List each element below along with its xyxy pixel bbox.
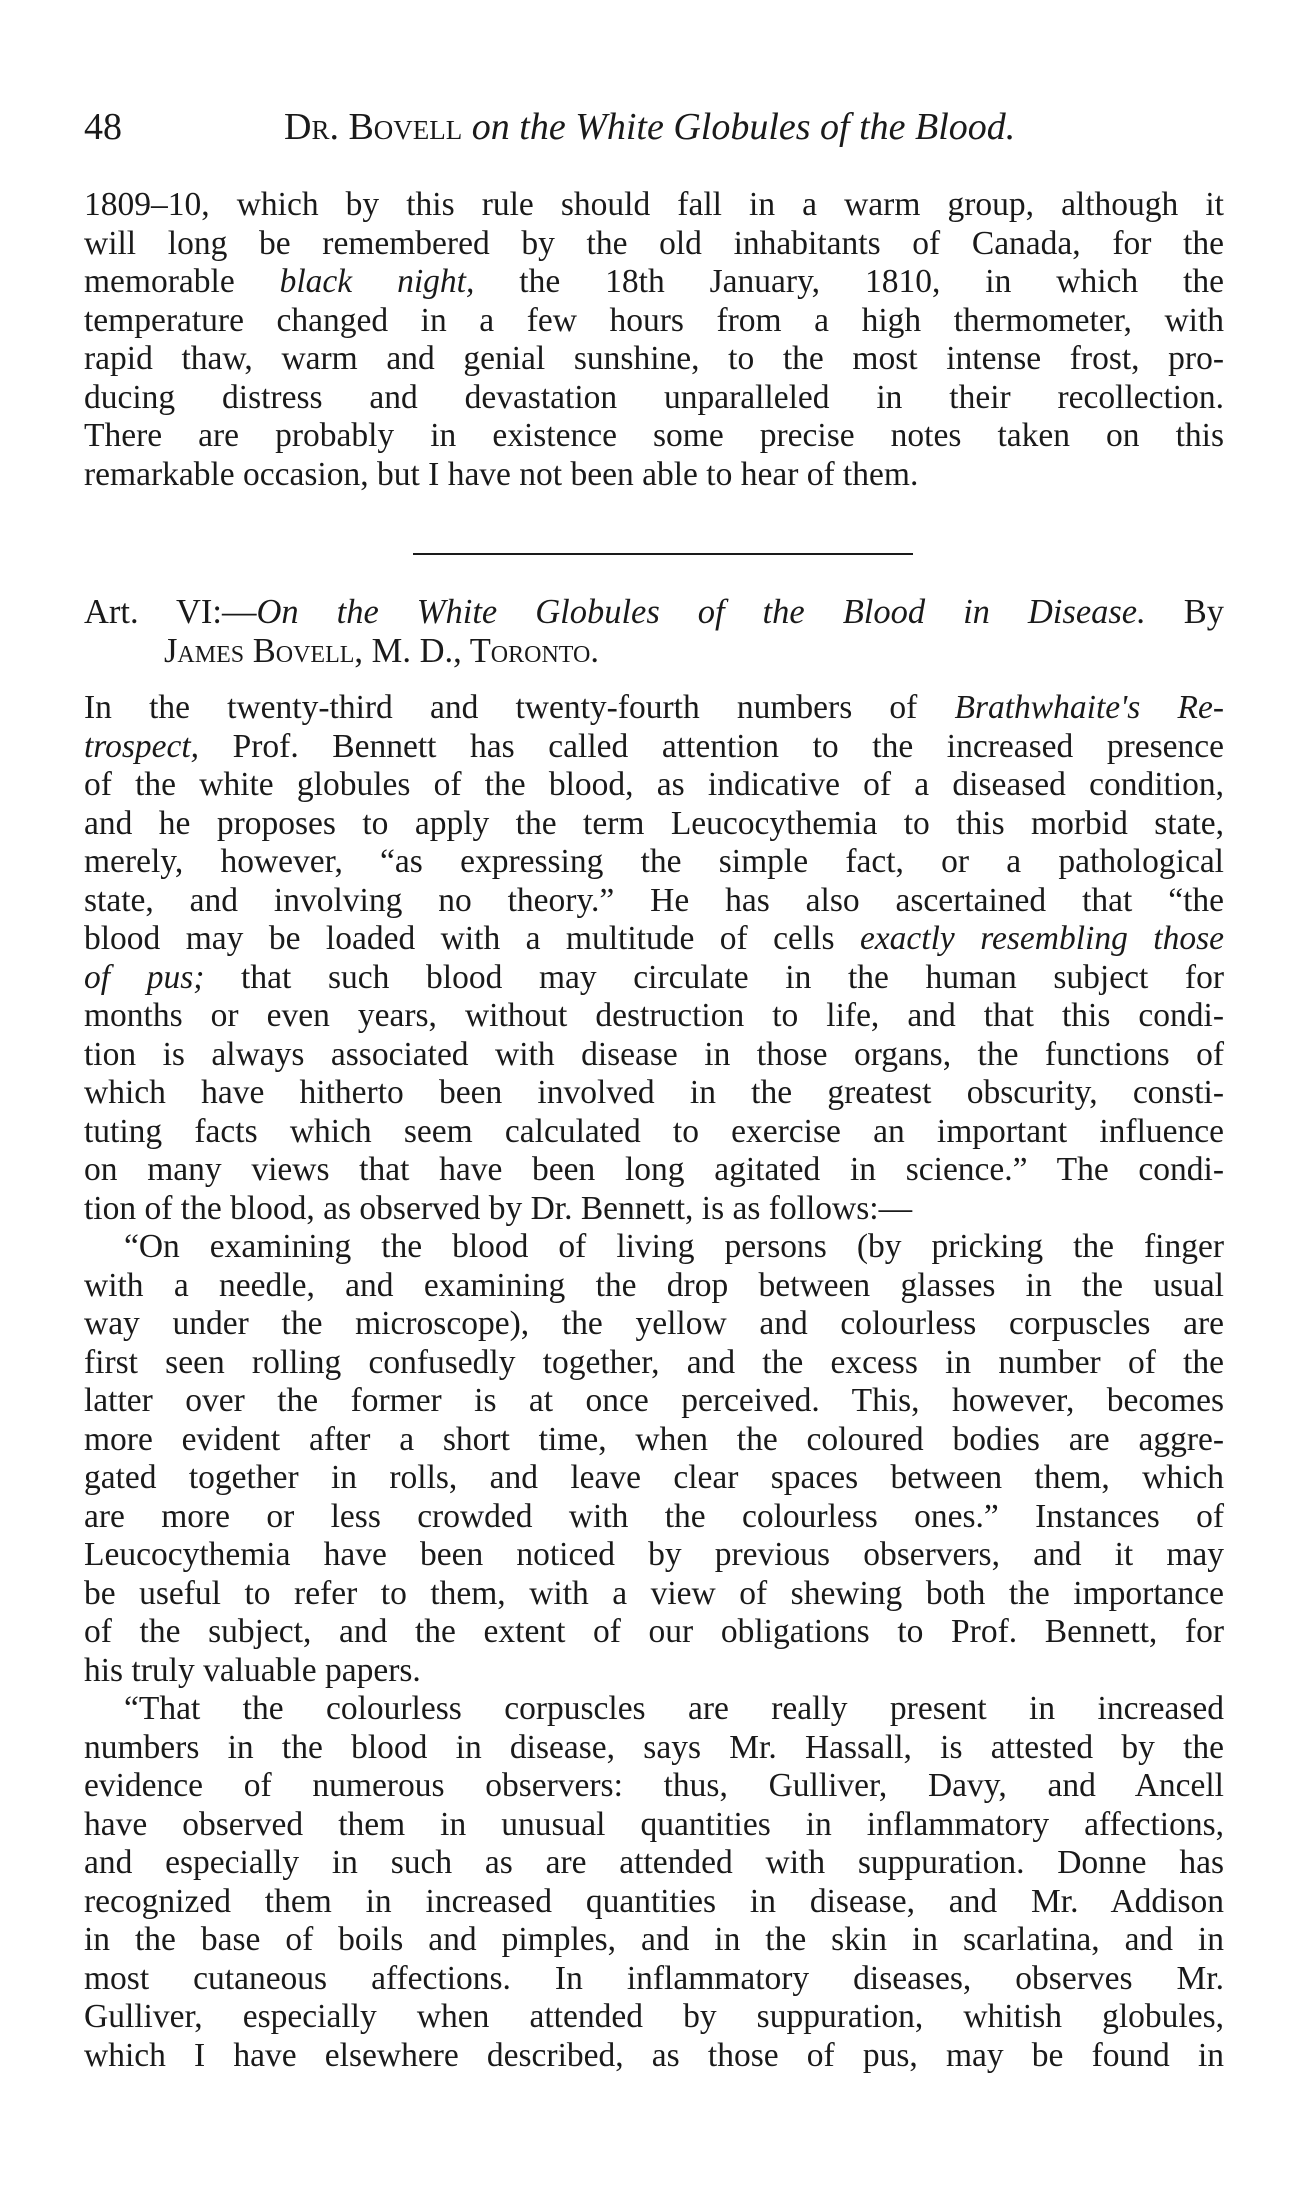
text-run: months or even years, without destruction to life, and that this condi- [84,997,1224,1034]
text-run: that such blood may circulate in the human subject for [204,958,1224,996]
italic-text-run: trospect, [84,727,200,765]
text-line [84,805,1224,844]
text-line [84,1690,1224,1729]
continued-paragraph [84,186,1224,494]
text-line [84,1883,1224,1922]
text-run: remarkable occasion, but I have not been able to hear of them. [84,455,919,493]
text-line [84,263,1224,302]
text-run: tuting facts which seem calculated to exercise an important influence [84,1112,1224,1150]
text-line [84,1806,1224,1845]
text-run: “That the colourless corpuscles are really present in increased [124,1690,1224,1727]
text-run: of the subject, and the extent of our obligations to Prof. Bennett, for [84,1613,1224,1650]
text-line [84,843,1224,882]
italic-text-run: exactly resembling those [859,920,1224,957]
article-title: On the White Globules of the Blood in Disease. [256,593,1146,631]
running-head-title: on the White Globules of the Blood. [471,106,1016,148]
text-line [84,1382,1224,1421]
article-heading [84,593,1224,670]
text-line [84,1498,1224,1537]
text-run: with a needle, and examining the drop between glasses in the usual [84,1266,1224,1304]
text-run: first seen rolling confusedly together, and the excess in number of the [84,1343,1224,1381]
text-run: Prof. Bennett has called attention to the increased presence [199,727,1224,765]
article-author: James Bovell, M. D., Toronto. [164,631,599,670]
text-line [84,1074,1224,1113]
text-run: in the base of boils and pimples, and in the skin in scarlatina, and in [84,1921,1224,1958]
text-run: the 18th January, 1810, in which the [474,263,1225,300]
text-run: ducing distress and devastation unparalleled in their recollection. [84,378,1224,416]
article-number: Art. VI:— [84,593,257,631]
text-run: blood may be loaded with a multitude of cells [84,920,860,957]
text-line [84,1190,1224,1229]
text-line [84,186,1224,225]
text-line [84,417,1224,456]
running-head-author: Dr. Bovell [284,106,463,148]
text-line [84,689,1224,728]
text-line [84,2037,1224,2076]
text-line [84,456,1224,495]
text-run: In the twenty-third and twenty-fourth numbers of [84,689,955,726]
page-number: 48 [84,106,122,148]
text-run: have observed them in unusual quantities in inflammatory affections, [84,1805,1224,1843]
text-line [84,997,1224,1036]
text-run: and he proposes to apply the term Leucocythemia to this morbid state, [84,804,1224,842]
italic-text-run: of pus; [84,958,205,996]
text-run: “On examining the blood of living persons (by pricking the finger [124,1228,1224,1265]
text-line [84,1036,1224,1075]
article-by: By [1183,593,1224,631]
text-line [84,1305,1224,1344]
text-line [84,766,1224,805]
text-line [84,1613,1224,1652]
text-run: gated together in rolls, and leave clear spaces between them, which [84,1459,1224,1496]
text-run: Leucocythemia have been noticed by previous observers, and it may [84,1536,1224,1573]
text-line [84,1421,1224,1460]
text-run: temperature changed in a few hours from a high thermometer, with [84,301,1224,339]
text-run: way under the microscope), the yellow and colourless corpuscles are [84,1305,1224,1342]
text-line [84,1767,1224,1806]
text-line [84,1228,1224,1267]
text-run: and especially in such as are attended with suppuration. Donne has [84,1844,1224,1881]
text-line [84,1652,1224,1691]
text-line [84,1267,1224,1306]
text-run: numbers in the blood in disease, says Mr. Hassall, is attested by the [84,1728,1224,1766]
page-header [84,105,1224,157]
text-run: are more or less crowded with the colourless ones.” Instances of [84,1497,1224,1535]
text-run: on many views that have been long agitated in science.” The condi- [84,1151,1224,1188]
text-line [84,1921,1224,1960]
text-run: 1809–10, which by this rule should fall in a warm group, although it [84,186,1224,223]
text-line [84,1998,1224,2037]
text-line [84,1344,1224,1383]
text-line [84,1113,1224,1152]
text-run: merely, however, “as expressing the simple fact, or a pathological [84,843,1224,880]
text-run: tion is always associated with disease in those organs, the functions of [84,1035,1224,1073]
text-line [84,1575,1224,1614]
text-run: of the white globules of the blood, as indicative of a diseased condition, [84,766,1224,803]
text-run: evidence of numerous observers: thus, Gulliver, Davy, and Ancell [84,1767,1224,1804]
text-line [84,379,1224,418]
text-line [84,1536,1224,1575]
text-line [84,225,1224,264]
text-line [84,1151,1224,1190]
text-line [84,302,1224,341]
text-run: will long be remembered by the old inhabitants of Canada, for the [84,224,1224,262]
italic-text-run: Brathwhaite's Re- [954,689,1224,726]
text-run: his truly valuable papers. [84,1651,421,1689]
running-head [284,105,1015,149]
text-run: There are probably in existence some precise notes taken on this [84,417,1224,454]
text-line [84,1459,1224,1498]
text-line [84,1729,1224,1768]
text-line [84,728,1224,767]
text-run: which I have elsewhere described, as those of pus, may be found in [84,2036,1224,2074]
text-run: most cutaneous affections. In inflammatory diseases, observes Mr. [84,1959,1224,1997]
text-run: more evident after a short time, when the coloured bodies are aggre- [84,1420,1224,1458]
article-body [84,689,1224,2075]
text-run: tion of the blood, as observed by Dr. Bennett, is as follows:— [84,1189,913,1227]
text-line [84,882,1224,921]
text-run: memorable [84,263,280,300]
text-run: which have hitherto been involved in the greatest obscurity, consti- [84,1074,1224,1111]
text-line [84,1960,1224,1999]
text-run: be useful to refer to them, with a view of shewing both the importance [84,1574,1224,1612]
text-run: recognized them in increased quantities in disease, and Mr. Addison [84,1882,1224,1920]
italic-text-run: black night, [279,263,475,300]
text-line [84,1844,1224,1883]
text-line [84,959,1224,998]
text-run: state, and involving no theory.” He has also ascertained that “the [84,881,1224,919]
text-run: latter over the former is at once perceived. This, however, becomes [84,1382,1224,1419]
text-run: rapid thaw, warm and genial sunshine, to the most intense frost, pro- [84,340,1224,377]
article-heading-line-1 [84,593,1224,632]
text-run: Gulliver, especially when attended by suppuration, whitish globules, [84,1998,1224,2035]
text-line [84,340,1224,379]
section-divider [413,553,913,555]
text-line [84,920,1224,959]
